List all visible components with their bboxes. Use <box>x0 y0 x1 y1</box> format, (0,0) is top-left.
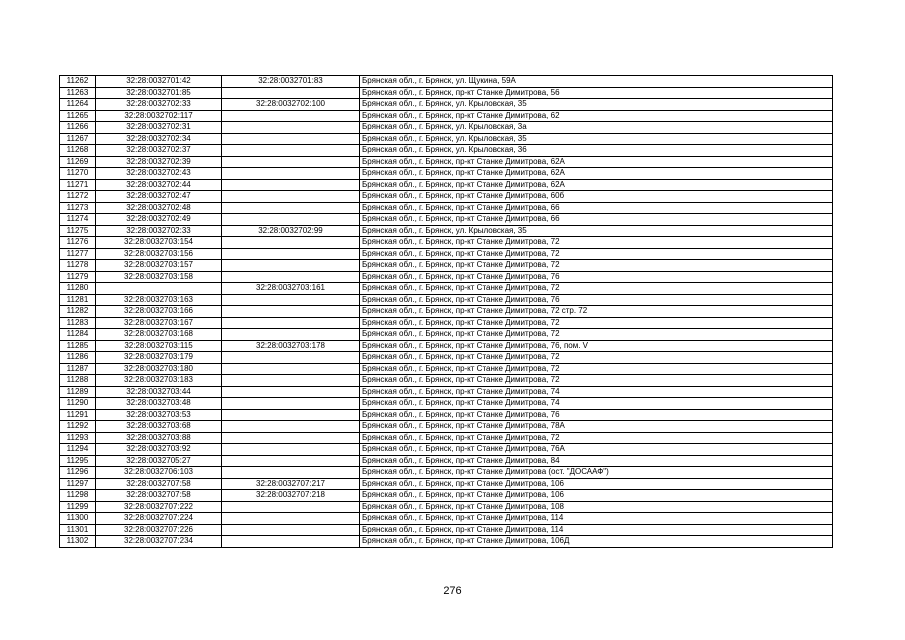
address-cell: Брянская обл., г. Брянск, пр-кт Станке Димитрова (ост. "ДОСААФ") <box>360 467 833 479</box>
related-cadastral-number-cell: 32:28:0032702:100 <box>222 99 360 111</box>
table-row <box>60 248 833 260</box>
address-cell: Брянская обл., г. Брянск, ул. Крыловская, 35 <box>360 225 833 237</box>
related-cadastral-number-cell <box>222 432 360 444</box>
row-number-cell: 11290 <box>60 398 96 410</box>
cadastral-number-cell: 32:28:0032703:166 <box>96 306 222 318</box>
related-cadastral-number-cell <box>222 122 360 134</box>
cadastral-number-cell: 32:28:0032707:226 <box>96 524 222 536</box>
cadastral-number-cell: 32:28:0032701:42 <box>96 76 222 88</box>
related-cadastral-number-cell <box>222 398 360 410</box>
address-cell: Брянская обл., г. Брянск, пр-кт Станке Димитрова, 106Д <box>360 536 833 548</box>
related-cadastral-number-cell <box>222 363 360 375</box>
cadastral-number-cell: 32:28:0032703:180 <box>96 363 222 375</box>
related-cadastral-number-cell: 32:28:0032707:217 <box>222 478 360 490</box>
table-row <box>60 225 833 237</box>
row-number-cell: 11285 <box>60 340 96 352</box>
cadastral-number-cell: 32:28:0032702:43 <box>96 168 222 180</box>
related-cadastral-number-cell <box>222 271 360 283</box>
row-number-cell: 11270 <box>60 168 96 180</box>
address-cell: Брянская обл., г. Брянск, пр-кт Станке Димитрова, 72 <box>360 283 833 295</box>
cadastral-number-cell: 32:28:0032703:157 <box>96 260 222 272</box>
address-cell: Брянская обл., г. Брянск, пр-кт Станке Димитрова, 74 <box>360 386 833 398</box>
related-cadastral-number-cell <box>222 386 360 398</box>
table-row <box>60 455 833 467</box>
address-cell: Брянская обл., г. Брянск, пр-кт Станке Димитрова, 66 <box>360 202 833 214</box>
address-cell: Брянская обл., г. Брянск, пр-кт Станке Димитрова, 114 <box>360 524 833 536</box>
cadastral-number-cell: 32:28:0032707:224 <box>96 513 222 525</box>
table-row <box>60 352 833 364</box>
table-row <box>60 409 833 421</box>
table-row <box>60 536 833 548</box>
related-cadastral-number-cell <box>222 133 360 145</box>
row-number-cell: 11286 <box>60 352 96 364</box>
related-cadastral-number-cell <box>222 501 360 513</box>
related-cadastral-number-cell <box>222 352 360 364</box>
cadastral-number-cell: 32:28:0032703:163 <box>96 294 222 306</box>
cadastral-number-cell: 32:28:0032707:58 <box>96 478 222 490</box>
cadastral-number-cell: 32:28:0032702:48 <box>96 202 222 214</box>
table-row <box>60 398 833 410</box>
related-cadastral-number-cell <box>222 179 360 191</box>
table-row <box>60 340 833 352</box>
cadastral-number-cell: 32:28:0032702:33 <box>96 99 222 111</box>
address-cell: Брянская обл., г. Брянск, пр-кт Станке Димитрова, 56 <box>360 87 833 99</box>
related-cadastral-number-cell <box>222 513 360 525</box>
table-row <box>60 76 833 88</box>
address-cell: Брянская обл., г. Брянск, пр-кт Станке Димитрова, 106 <box>360 490 833 502</box>
table-row <box>60 179 833 191</box>
address-cell: Брянская обл., г. Брянск, пр-кт Станке Димитрова, 76, пом. V <box>360 340 833 352</box>
related-cadastral-number-cell <box>222 248 360 260</box>
table-row <box>60 156 833 168</box>
cadastral-number-cell: 32:28:0032703:168 <box>96 329 222 341</box>
row-number-cell: 11279 <box>60 271 96 283</box>
address-cell: Брянская обл., г. Брянск, пр-кт Станке Димитрова, 74 <box>360 398 833 410</box>
address-cell: Брянская обл., г. Брянск, пр-кт Станке Димитрова, 78А <box>360 421 833 433</box>
related-cadastral-number-cell <box>222 444 360 456</box>
cadastral-number-cell: 32:28:0032703:183 <box>96 375 222 387</box>
related-cadastral-number-cell <box>222 87 360 99</box>
row-number-cell: 11264 <box>60 99 96 111</box>
related-cadastral-number-cell <box>222 306 360 318</box>
table-row <box>60 524 833 536</box>
cadastral-number-cell: 32:28:0032702:44 <box>96 179 222 191</box>
address-cell: Брянская обл., г. Брянск, пр-кт Станке Димитрова, 84 <box>360 455 833 467</box>
table-row <box>60 260 833 272</box>
table-row <box>60 191 833 203</box>
row-number-cell: 11280 <box>60 283 96 295</box>
related-cadastral-number-cell <box>222 421 360 433</box>
table-row <box>60 306 833 318</box>
cadastral-number-cell: 32:28:0032702:33 <box>96 225 222 237</box>
address-cell: Брянская обл., г. Брянск, пр-кт Станке Димитрова, 108 <box>360 501 833 513</box>
address-cell: Брянская обл., г. Брянск, пр-кт Станке Димитрова, 72 <box>360 375 833 387</box>
page-number: 276 <box>443 585 462 597</box>
cadastral-number-cell: 32:28:0032703:92 <box>96 444 222 456</box>
address-cell: Брянская обл., г. Брянск, пр-кт Станке Димитрова, 72 <box>360 237 833 249</box>
table-row <box>60 87 833 99</box>
table-row <box>60 432 833 444</box>
related-cadastral-number-cell <box>222 168 360 180</box>
related-cadastral-number-cell <box>222 191 360 203</box>
table-row <box>60 317 833 329</box>
related-cadastral-number-cell <box>222 260 360 272</box>
row-number-cell: 11278 <box>60 260 96 272</box>
registry-table-body <box>60 76 833 548</box>
row-number-cell: 11298 <box>60 490 96 502</box>
cadastral-number-cell: 32:28:0032703:167 <box>96 317 222 329</box>
row-number-cell: 11301 <box>60 524 96 536</box>
row-number-cell: 11282 <box>60 306 96 318</box>
row-number-cell: 11292 <box>60 421 96 433</box>
table-row <box>60 294 833 306</box>
address-cell: Брянская обл., г. Брянск, пр-кт Станке Димитрова, 72 <box>360 317 833 329</box>
related-cadastral-number-cell <box>222 156 360 168</box>
address-cell: Брянская обл., г. Брянск, пр-кт Станке Димитрова, 62А <box>360 168 833 180</box>
address-cell: Брянская обл., г. Брянск, пр-кт Станке Димитрова, 72 <box>360 363 833 375</box>
cadastral-number-cell <box>96 283 222 295</box>
table-row <box>60 467 833 479</box>
cadastral-number-cell: 32:28:0032707:234 <box>96 536 222 548</box>
cadastral-number-cell: 32:28:0032702:37 <box>96 145 222 157</box>
cadastral-number-cell: 32:28:0032705:27 <box>96 455 222 467</box>
related-cadastral-number-cell <box>222 329 360 341</box>
row-number-cell: 11296 <box>60 467 96 479</box>
table-row <box>60 110 833 122</box>
table-row <box>60 122 833 134</box>
related-cadastral-number-cell <box>222 524 360 536</box>
row-number-cell: 11267 <box>60 133 96 145</box>
cadastral-number-cell: 32:28:0032703:154 <box>96 237 222 249</box>
related-cadastral-number-cell: 32:28:0032703:161 <box>222 283 360 295</box>
address-cell: Брянская обл., г. Брянск, ул. Крыловская, 3а <box>360 122 833 134</box>
table-row <box>60 490 833 502</box>
address-cell: Брянская обл., г. Брянск, ул. Щукина, 59А <box>360 76 833 88</box>
row-number-cell: 11287 <box>60 363 96 375</box>
address-cell: Брянская обл., г. Брянск, пр-кт Станке Димитрова, 76 <box>360 271 833 283</box>
row-number-cell: 11268 <box>60 145 96 157</box>
related-cadastral-number-cell: 32:28:0032703:178 <box>222 340 360 352</box>
cadastral-number-cell: 32:28:0032707:58 <box>96 490 222 502</box>
table-row <box>60 168 833 180</box>
cadastral-number-cell: 32:28:0032703:179 <box>96 352 222 364</box>
cadastral-number-cell: 32:28:0032702:31 <box>96 122 222 134</box>
row-number-cell: 11297 <box>60 478 96 490</box>
cadastral-number-cell: 32:28:0032703:156 <box>96 248 222 260</box>
row-number-cell: 11271 <box>60 179 96 191</box>
cadastral-number-cell: 32:28:0032701:85 <box>96 87 222 99</box>
row-number-cell: 11262 <box>60 76 96 88</box>
table-row <box>60 271 833 283</box>
row-number-cell: 11277 <box>60 248 96 260</box>
cadastral-number-cell: 32:28:0032702:47 <box>96 191 222 203</box>
related-cadastral-number-cell <box>222 294 360 306</box>
table-row <box>60 329 833 341</box>
cadastral-number-cell: 32:28:0032703:115 <box>96 340 222 352</box>
row-number-cell: 11299 <box>60 501 96 513</box>
row-number-cell: 11269 <box>60 156 96 168</box>
address-cell: Брянская обл., г. Брянск, пр-кт Станке Димитрова, 76А <box>360 444 833 456</box>
cadastral-number-cell: 32:28:0032706:103 <box>96 467 222 479</box>
cadastral-number-cell: 32:28:0032702:39 <box>96 156 222 168</box>
row-number-cell: 11294 <box>60 444 96 456</box>
related-cadastral-number-cell <box>222 467 360 479</box>
address-cell: Брянская обл., г. Брянск, пр-кт Станке Димитрова, 62А <box>360 179 833 191</box>
cadastral-number-cell: 32:28:0032702:49 <box>96 214 222 226</box>
related-cadastral-number-cell <box>222 202 360 214</box>
table-row <box>60 501 833 513</box>
related-cadastral-number-cell <box>222 536 360 548</box>
table-row <box>60 145 833 157</box>
row-number-cell: 11295 <box>60 455 96 467</box>
row-number-cell: 11283 <box>60 317 96 329</box>
row-number-cell: 11302 <box>60 536 96 548</box>
registry-table <box>59 75 833 548</box>
row-number-cell: 11266 <box>60 122 96 134</box>
related-cadastral-number-cell <box>222 375 360 387</box>
row-number-cell: 11288 <box>60 375 96 387</box>
related-cadastral-number-cell: 32:28:0032701:83 <box>222 76 360 88</box>
address-cell: Брянская обл., г. Брянск, пр-кт Станке Димитрова, 72 <box>360 352 833 364</box>
cadastral-number-cell: 32:28:0032703:88 <box>96 432 222 444</box>
address-cell: Брянская обл., г. Брянск, ул. Крыловская, 35 <box>360 133 833 145</box>
cadastral-number-cell: 32:28:0032703:48 <box>96 398 222 410</box>
address-cell: Брянская обл., г. Брянск, ул. Крыловская, 36 <box>360 145 833 157</box>
table-row <box>60 283 833 295</box>
address-cell: Брянская обл., г. Брянск, пр-кт Станке Димитрова, 62 <box>360 110 833 122</box>
table-row <box>60 99 833 111</box>
row-number-cell: 11293 <box>60 432 96 444</box>
address-cell: Брянская обл., г. Брянск, пр-кт Станке Димитрова, 76 <box>360 294 833 306</box>
related-cadastral-number-cell <box>222 409 360 421</box>
table-row <box>60 444 833 456</box>
table-row <box>60 237 833 249</box>
table-row <box>60 214 833 226</box>
row-number-cell: 11289 <box>60 386 96 398</box>
row-number-cell: 11263 <box>60 87 96 99</box>
row-number-cell: 11265 <box>60 110 96 122</box>
row-number-cell: 11274 <box>60 214 96 226</box>
row-number-cell: 11272 <box>60 191 96 203</box>
table-row <box>60 363 833 375</box>
cadastral-number-cell: 32:28:0032703:158 <box>96 271 222 283</box>
table-row <box>60 478 833 490</box>
row-number-cell: 11276 <box>60 237 96 249</box>
address-cell: Брянская обл., г. Брянск, пр-кт Станке Димитрова, 62А <box>360 156 833 168</box>
related-cadastral-number-cell <box>222 455 360 467</box>
cadastral-number-cell: 32:28:0032707:222 <box>96 501 222 513</box>
table-row <box>60 202 833 214</box>
address-cell: Брянская обл., г. Брянск, пр-кт Станке Димитрова, 72 стр. 72 <box>360 306 833 318</box>
table-row <box>60 133 833 145</box>
address-cell: Брянская обл., г. Брянск, пр-кт Станке Димитрова, 76 <box>360 409 833 421</box>
address-cell: Брянская обл., г. Брянск, пр-кт Станке Димитрова, 114 <box>360 513 833 525</box>
related-cadastral-number-cell <box>222 237 360 249</box>
cadastral-number-cell: 32:28:0032702:34 <box>96 133 222 145</box>
address-cell: Брянская обл., г. Брянск, ул. Крыловская, 35 <box>360 99 833 111</box>
related-cadastral-number-cell: 32:28:0032707:218 <box>222 490 360 502</box>
address-cell: Брянская обл., г. Брянск, пр-кт Станке Димитрова, 72 <box>360 260 833 272</box>
table-row <box>60 513 833 525</box>
cadastral-number-cell: 32:28:0032703:68 <box>96 421 222 433</box>
row-number-cell: 11300 <box>60 513 96 525</box>
cadastral-number-cell: 32:28:0032702:117 <box>96 110 222 122</box>
row-number-cell: 11284 <box>60 329 96 341</box>
related-cadastral-number-cell <box>222 145 360 157</box>
related-cadastral-number-cell <box>222 110 360 122</box>
address-cell: Брянская обл., г. Брянск, пр-кт Станке Димитрова, 72 <box>360 329 833 341</box>
related-cadastral-number-cell <box>222 214 360 226</box>
address-cell: Брянская обл., г. Брянск, пр-кт Станке Димитрова, 60б <box>360 191 833 203</box>
address-cell: Брянская обл., г. Брянск, пр-кт Станке Димитрова, 106 <box>360 478 833 490</box>
table-row <box>60 421 833 433</box>
row-number-cell: 11281 <box>60 294 96 306</box>
row-number-cell: 11275 <box>60 225 96 237</box>
table-row <box>60 375 833 387</box>
table-row <box>60 386 833 398</box>
row-number-cell: 11273 <box>60 202 96 214</box>
address-cell: Брянская обл., г. Брянск, пр-кт Станке Димитрова, 66 <box>360 214 833 226</box>
row-number-cell: 11291 <box>60 409 96 421</box>
address-cell: Брянская обл., г. Брянск, пр-кт Станке Димитрова, 72 <box>360 432 833 444</box>
cadastral-number-cell: 32:28:0032703:53 <box>96 409 222 421</box>
related-cadastral-number-cell: 32:28:0032702:99 <box>222 225 360 237</box>
related-cadastral-number-cell <box>222 317 360 329</box>
cadastral-number-cell: 32:28:0032703:44 <box>96 386 222 398</box>
address-cell: Брянская обл., г. Брянск, пр-кт Станке Димитрова, 72 <box>360 248 833 260</box>
